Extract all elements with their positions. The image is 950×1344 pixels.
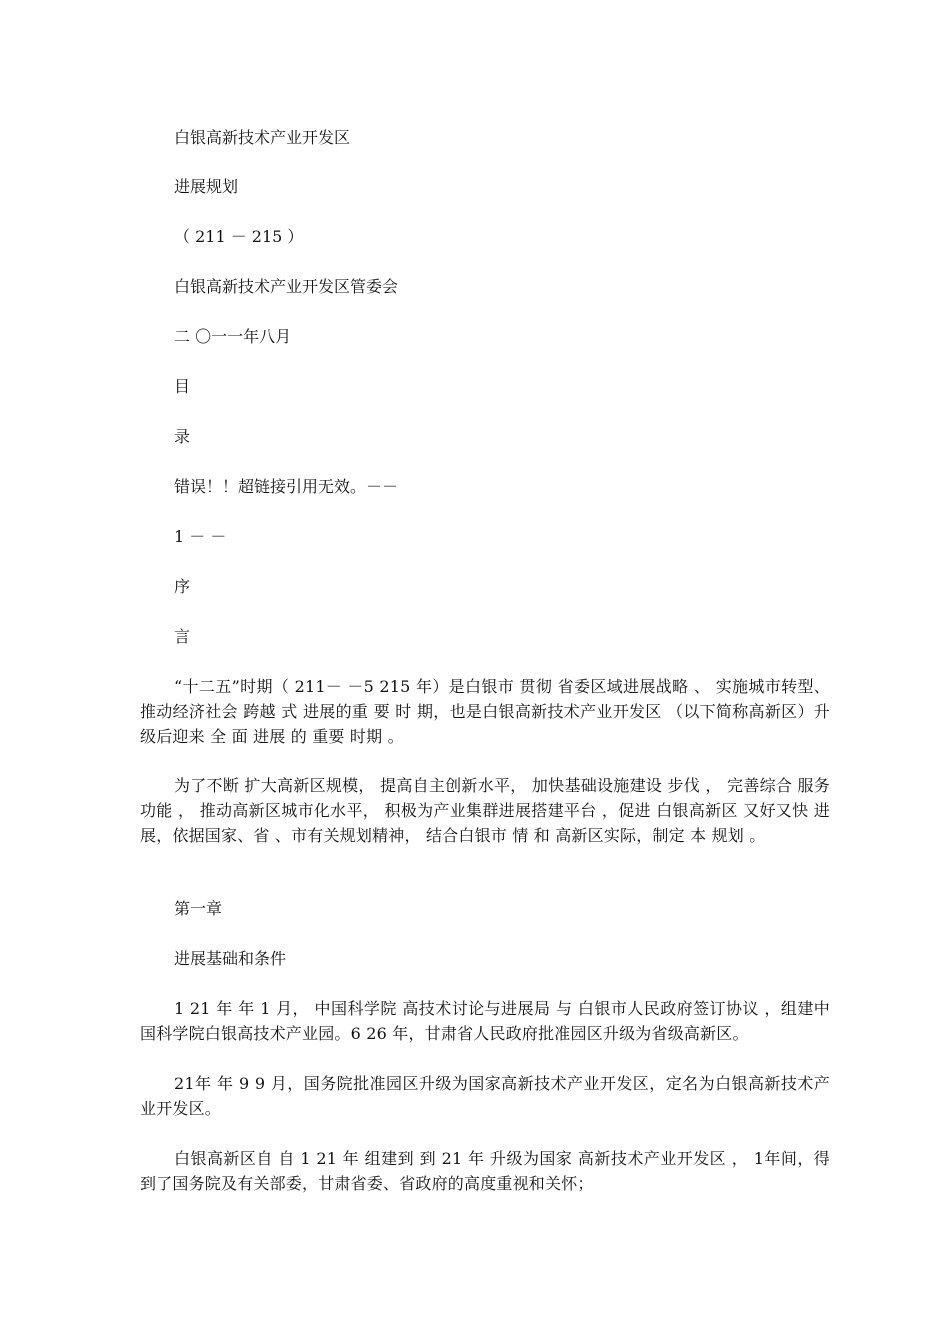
toc-heading-char-1: 目 (174, 377, 191, 396)
title-line-1: 白银高新技术产业开发区 (174, 128, 351, 147)
paragraph-5: 白银高新区自 自 1 21 年 组建到 到 21 年 升级为国家 高新技术产业开发区 ， 1年间，得到了国务院及有关部委，甘肃省委、省政府的高度重视和关怀； (140, 1149, 830, 1193)
issuer: 白银高新技术产业开发区管委会 (174, 277, 399, 296)
toc-heading-char-2: 录 (174, 427, 191, 446)
title-line-2: 进展规划 (174, 177, 239, 196)
paragraph-2: 为了不断 扩大高新区规模， 提高自主创新水平， 加快基础设施建设 步伐 ， 完善综合 服务 功能 ， 推动高新区城市化水平， 积极为产业集群进展搭建平台 ，促进 白银高新区 又好又快 进展，依据国家、省 、市有关规划精神， 结合白银市 情 和 高新区实际，制定 本 规划 。 (140, 776, 830, 845)
chapter-title: 进展基础和条件 (174, 949, 287, 968)
preface-heading-char-2: 言 (174, 627, 191, 646)
title-years: （ 211 － 215 ） (174, 227, 304, 246)
paragraph-4: 21年 年 9 9 月，国务院批准园区升级为国家高新技术产业开发区，定名为白银高新技术产业开发区。 (140, 1074, 830, 1118)
paragraph-3: 1 21 年 年 1 月， 中国科学院 高技术讨论与进展局 与 白银市人民政府签订协议 ，组建中国科学院白银高技术产业园。6 26 年，甘肃省人民政府批准园区升级为省级高新区。 (140, 999, 830, 1043)
date-line: 二 〇一一年八月 (174, 327, 292, 346)
toc-page-line: 1 － － (174, 527, 227, 546)
paragraph-1: “十二五”时期（ 211－ －5 215 年）是白银市 贯彻 省委区域进展战略 、 实施城市转型、推动经济社会 跨越 式 进展的重 要 时 期，也是白银高新技术产业开发区 （以下简称高新区）升级后迎来 全 面 进展 的 重要 时期 。 (140, 677, 830, 746)
preface-heading-char-1: 序 (174, 577, 191, 596)
chapter-heading: 第一章 (174, 899, 223, 918)
toc-error-line: 错误！！超链接引用无效。－－ (174, 477, 399, 496)
